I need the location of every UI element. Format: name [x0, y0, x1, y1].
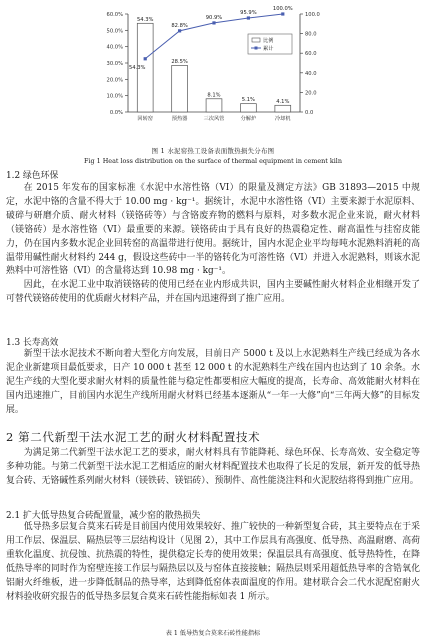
- left-tick-label: 60.0%: [106, 12, 123, 18]
- heat-loss-figure: [0, 0, 426, 150]
- section-1-2-paragraph-1: 在 2015 年发布的国家标准《水泥中水溶性铬（VI）的限量及测定方法》GB 31893—2015 中规定，水泥中铬的含量不得大于 10.00 mg · kg⁻¹。据统计，水泥中水溶性铬（VI）主要来源于水泥原料、破碎与研磨介质、耐火材料（镁铬砖等）与含铬废弃物的燃料与原料，对多数水泥企业来说，耐火材料（镁铬砖）是水溶性铬（VI）最重要的来源。镁铬砖由于具有良好的热震稳定性、耐高温性与挂窑皮能力，仍在国内多数水泥企业回转窑的高温带进行使用。据统计，国内水泥企业平均每吨水泥熟料消耗的高温带用碱性耐火材料约 244 g，假设这些砖中一半的铬转化为可溶性铬（VI）并进入水泥熟料，则该水泥熟料中可溶性铬（VI）的含量将达到 10.98 mg · kg⁻¹。: [6, 183, 420, 277]
- cumulative-value-label: 95.9%: [240, 10, 257, 17]
- cumulative-point: [178, 29, 181, 32]
- section-1-2-paragraph-2: 因此，在水泥工业中取消镁铬砖的使用已经在业内形成共识，国内主要碱性耐火材料企业相继开发了可替代镁铬砖使用的优质耐火材料产品，并在国内迅速得到了推广应用。: [6, 280, 420, 305]
- bar-value-label: 8.1%: [207, 92, 221, 99]
- section-2-1-paragraph-1: 低导热多层复合莫来石砖是目前国内使用效果较好、推广较快的一种新型复合砖，其主要特点在于采用工作层、保温层、隔热层等三层结构设计（见图 2），其中工作层具有高强度、低导热、高温耐磨、高荷重软化温度、抗侵蚀、抗热震的特性，提供稳定长寿的使用效果；保温层具有高强度、低导热特性，在降低热导率的同时作为窑壁连接工作层与隔热层以及与窑体直接接触；隔热层则采用超低热导率的含锆氧化铝耐火纤维板，进一步降低制品的热导率，达到降低窑体表面温度的作用。建材联合会二代水泥配窑耐火材料验收研究报告的低导热多层复合莫来石砖性能指标如表 1 所示。: [6, 522, 420, 602]
- section-1-2-body: [6, 182, 420, 307]
- right-tick-label: 40.0: [305, 70, 317, 77]
- figure-caption-en: Fig 1 Heat loss distribution on the surface of thermal equipment in cement kiln: [84, 157, 342, 165]
- legend-bar-swatch: [252, 38, 260, 42]
- bar-value-label: 28.5%: [171, 58, 188, 65]
- section-2-1-heading: 2.1 扩大低导热复合砖配置量，减少窑的散热损失: [6, 511, 201, 521]
- bar-value-label: 54.3%: [136, 16, 154, 23]
- right-tick-label: 20.0: [305, 90, 317, 97]
- right-tick-label: 80.0: [305, 31, 317, 38]
- category-label: 分解炉: [240, 116, 257, 122]
- cumulative-point: [281, 12, 284, 15]
- category-label: 三次风管: [203, 116, 225, 122]
- section-1-3-body: [6, 348, 420, 418]
- section-1-3-paragraph-1: 新型干法水泥技术不断向着大型化方向发展，目前日产 5000 t 及以上水泥熟料生产线已经成为各水泥企业新建项目最低要求，日产 10 000 t 甚至 12 000 t 的水泥熟料生产线在国内也达到了 10 余条。水泥生产线的大型化要求耐火材料的质量性能与稳定性都要相应大幅度的提高，长寿命、高效能耐火材料在国内迅速推广，目前国内水泥生产线所用耐火材料已经基本逐渐从“一年一大修”向“三年两大修”的目标发展。: [6, 349, 420, 415]
- left-tick-label: 40.0%: [106, 44, 123, 51]
- section-2-body: [6, 447, 420, 489]
- legend-bar-label: 比例: [263, 38, 274, 44]
- legend-line-label: 累计: [263, 46, 274, 52]
- cumulative-point: [144, 57, 147, 60]
- right-tick-label: 60.0: [305, 51, 317, 58]
- left-tick-label: 10.0%: [106, 93, 123, 100]
- table-1-caption: 表 1 低导热复合莫来石砖性能指标: [165, 630, 261, 637]
- cumulative-point: [212, 21, 215, 24]
- bar-4: [240, 104, 256, 112]
- cumulative-value-label: 82.8%: [171, 22, 188, 29]
- cumulative-value-label: 90.9%: [205, 14, 223, 21]
- figure-caption-cn: 图 1 水泥窑热工设备表面散热损失分布图: [151, 147, 275, 155]
- heat-loss-chart: [0, 0, 426, 146]
- cumulative-value-label: 54.3%: [128, 64, 146, 71]
- bar-3: [206, 99, 222, 112]
- category-label: 预热器: [171, 116, 188, 122]
- legend-line-marker: [255, 47, 258, 50]
- cumulative-point: [247, 16, 250, 19]
- left-tick-label: 50.0%: [106, 28, 123, 35]
- bar-2: [172, 65, 188, 112]
- section-2-1-body: [6, 521, 420, 604]
- left-tick-label: 20.0%: [106, 77, 123, 84]
- bar-value-label: 5.1%: [241, 97, 255, 104]
- right-tick-label: 0.0: [305, 110, 314, 116]
- cumulative-value-label: 100.0%: [272, 6, 293, 12]
- left-tick-label: 30.0%: [106, 61, 123, 67]
- category-label: 回转窑: [137, 116, 153, 122]
- right-tick-label: 100.0: [305, 12, 320, 18]
- bar-value-label: 4.1%: [276, 98, 290, 105]
- category-label: 冷却机: [275, 116, 291, 122]
- left-tick-label: 0.0%: [109, 110, 123, 116]
- section-1-3-heading: 1.3 长寿高效: [6, 338, 59, 348]
- section-2-heading: 2 第二代新型干法水泥工艺的耐火材料配置技术: [6, 430, 261, 444]
- section-1-2-heading: 1.2 绿色环保: [6, 171, 59, 181]
- section-2-paragraph-1: 为满足第二代新型干法水泥工艺的要求，耐火材料具有节能降耗、绿色环保、长寿高效、安全稳定等多种功能。与第二代新型干法水泥工艺相适应的耐火材料配置技术也取得了长足的发展，新开发的低导热复合砖、无铬碱性系列耐火材料（镁铁砖、镁铝砖）、预制件、高性能浇注料和火泥胶结将得到推广应用。: [6, 448, 420, 486]
- bar-5: [275, 105, 291, 112]
